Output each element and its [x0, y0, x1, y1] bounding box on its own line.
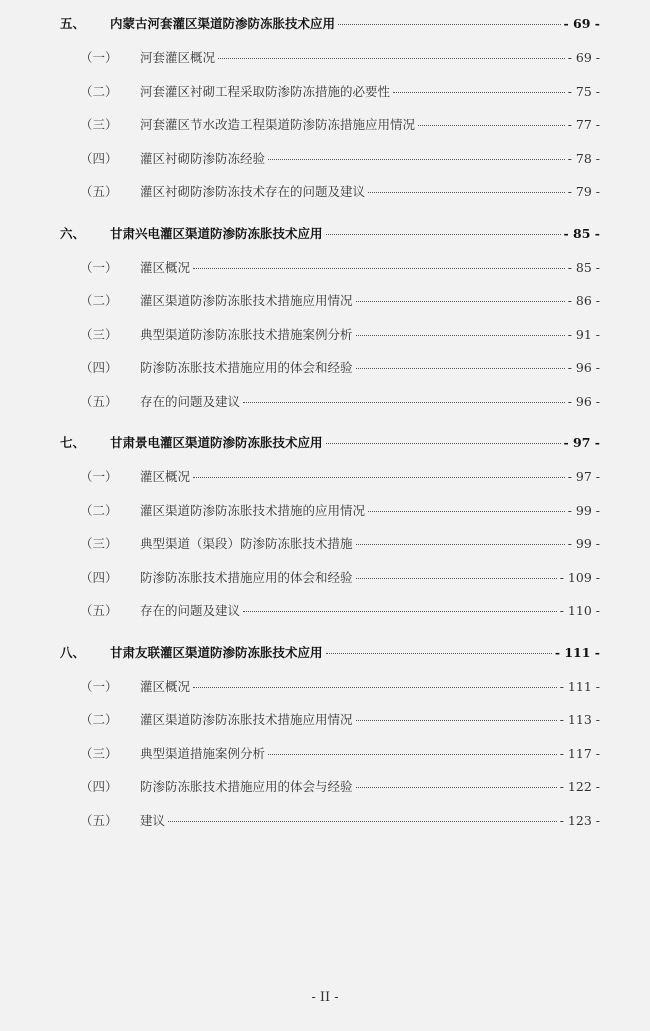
table-of-contents [0, 14, 650, 852]
section-number: （三） [80, 117, 118, 132]
section-page: - 75 - [567, 83, 600, 99]
chapter-entry[interactable] [0, 433, 650, 461]
section-title: 河套灌区节水改造工程渠道防渗防冻措施应用情况 [140, 117, 416, 132]
dot-leader [356, 334, 565, 336]
section-entry[interactable] [0, 677, 650, 711]
section-title: 灌区渠道防渗防冻胀技术措施应用情况 [140, 712, 353, 727]
chapter-entry[interactable] [0, 643, 650, 671]
chapter-page: - 69 - [563, 16, 600, 31]
dot-leader [268, 753, 557, 755]
section-number: （四） [80, 150, 118, 166]
section-page: - 122 - [559, 779, 600, 794]
section-title: 存在的问题及建议 [140, 603, 241, 618]
dot-leader [326, 442, 561, 444]
section-number: （二） [80, 293, 118, 308]
section-page: - 96 - [567, 360, 600, 375]
section-page: - 99 - [567, 536, 600, 551]
dot-leader [218, 57, 565, 59]
section-number: （三） [80, 326, 118, 342]
section-number: （一） [80, 678, 118, 694]
dot-leader [368, 191, 565, 193]
section-entry[interactable] [0, 601, 650, 635]
section-entry[interactable] [0, 115, 650, 149]
section-page: - 123 - [559, 812, 600, 828]
dot-leader [418, 124, 565, 126]
chapter-title: 甘肃景电灌区渠道防渗防冻胀技术应用 [110, 435, 323, 450]
chapter-title: 甘肃兴电灌区渠道防渗防冻胀技术应用 [110, 225, 323, 241]
section-entry[interactable] [0, 358, 650, 392]
dot-leader [193, 476, 565, 478]
section-page: - 96 - [567, 393, 600, 409]
section-title: 灌区渠道防渗防冻胀技术措施的应用情况 [140, 502, 366, 518]
section-number: （二） [80, 502, 118, 518]
dot-leader [268, 158, 565, 160]
section-entry[interactable] [0, 744, 650, 778]
dot-leader [243, 401, 565, 403]
chapter-title: 内蒙古河套灌区渠道防渗防冻胀技术应用 [110, 16, 336, 31]
section-page: - 117 - [559, 745, 600, 761]
section-title: 防渗防冻胀技术措施应用的体会和经验 [140, 360, 353, 375]
dot-leader [368, 510, 565, 512]
section-number: （一） [80, 469, 118, 484]
section-title: 灌区概况 [140, 469, 191, 484]
chapter-number: 五、 [60, 16, 86, 31]
section-entry[interactable] [0, 149, 650, 183]
section-page: - 97 - [567, 469, 600, 484]
chapter-title: 甘肃友联灌区渠道防渗防冻胀技术应用 [110, 644, 323, 660]
section-entry[interactable] [0, 182, 650, 216]
section-page: - 111 - [559, 678, 600, 694]
section-page: - 109 - [559, 569, 600, 585]
chapter-group [0, 433, 650, 635]
section-entry[interactable] [0, 48, 650, 82]
dot-leader [393, 91, 565, 93]
section-page: - 78 - [567, 150, 600, 166]
chapter-group [0, 14, 650, 216]
section-page: - 110 - [559, 603, 600, 618]
section-entry[interactable] [0, 392, 650, 426]
section-entry[interactable] [0, 291, 650, 325]
section-number: （三） [80, 536, 118, 551]
section-title: 典型渠道防渗防冻胀技术措施案例分析 [140, 326, 353, 342]
section-page: - 79 - [567, 184, 600, 199]
dot-leader [356, 577, 557, 579]
section-entry[interactable] [0, 467, 650, 501]
section-number: （二） [80, 712, 118, 727]
section-title: 建议 [140, 812, 166, 828]
section-page: - 91 - [567, 326, 600, 342]
section-number: （五） [80, 393, 118, 409]
section-page: - 113 - [559, 712, 600, 727]
dot-leader [338, 23, 561, 25]
section-page: - 86 - [567, 293, 600, 308]
section-title: 灌区衬砌防渗防冻经验 [140, 150, 266, 166]
dot-leader [193, 686, 557, 688]
dot-leader [356, 367, 565, 369]
section-page: - 77 - [567, 117, 600, 132]
page-number-footer: - II - [311, 990, 339, 1005]
section-page: - 99 - [567, 502, 600, 518]
section-number: （五） [80, 603, 118, 618]
section-title: 防渗防冻胀技术措施应用的体会和经验 [140, 569, 353, 585]
chapter-page: - 111 - [554, 644, 600, 660]
section-number: （一） [80, 259, 118, 275]
chapter-page: - 97 - [563, 435, 600, 450]
section-number: （五） [80, 184, 118, 199]
section-entry[interactable] [0, 568, 650, 602]
dot-leader [193, 267, 565, 269]
section-entry[interactable] [0, 501, 650, 535]
dot-leader [356, 719, 557, 721]
section-title: 防渗防冻胀技术措施应用的体会与经验 [140, 779, 353, 794]
section-entry[interactable] [0, 777, 650, 811]
section-number: （二） [80, 83, 118, 99]
dot-leader [356, 300, 565, 302]
section-entry[interactable] [0, 82, 650, 116]
section-title: 灌区衬砌防渗防冻技术存在的问题及建议 [140, 184, 366, 199]
chapter-entry[interactable] [0, 14, 650, 42]
section-number: （一） [80, 50, 118, 65]
dot-leader [356, 786, 557, 788]
section-number: （五） [80, 812, 118, 828]
chapter-entry[interactable] [0, 224, 650, 252]
section-number: （四） [80, 779, 118, 794]
dot-leader [326, 652, 552, 654]
dot-leader [356, 543, 565, 545]
section-page: - 69 - [567, 50, 600, 65]
section-title: 灌区概况 [140, 259, 191, 275]
chapter-number: 六、 [60, 225, 86, 241]
section-number: （四） [80, 569, 118, 585]
section-entry[interactable] [0, 534, 650, 568]
chapter-number: 七、 [60, 435, 86, 450]
chapter-number: 八、 [60, 644, 86, 660]
dot-leader [168, 820, 557, 822]
dot-leader [243, 610, 557, 612]
section-title: 典型渠道（渠段）防渗防冻胀技术措施 [140, 536, 353, 551]
section-page: - 85 - [567, 259, 600, 275]
section-entry[interactable] [0, 811, 650, 845]
section-title: 河套灌区概况 [140, 50, 216, 65]
section-entry[interactable] [0, 258, 650, 292]
section-number: （四） [80, 360, 118, 375]
section-title: 灌区渠道防渗防冻胀技术措施应用情况 [140, 293, 353, 308]
chapter-group [0, 643, 650, 845]
section-entry[interactable] [0, 325, 650, 359]
chapter-group [0, 224, 650, 426]
section-title: 存在的问题及建议 [140, 393, 241, 409]
section-entry[interactable] [0, 710, 650, 744]
section-title: 典型渠道措施案例分析 [140, 745, 266, 761]
section-title: 河套灌区衬砌工程采取防渗防冻措施的必要性 [140, 83, 391, 99]
dot-leader [326, 233, 561, 235]
section-number: （三） [80, 745, 118, 761]
chapter-page: - 85 - [563, 225, 600, 241]
section-title: 灌区概况 [140, 678, 191, 694]
